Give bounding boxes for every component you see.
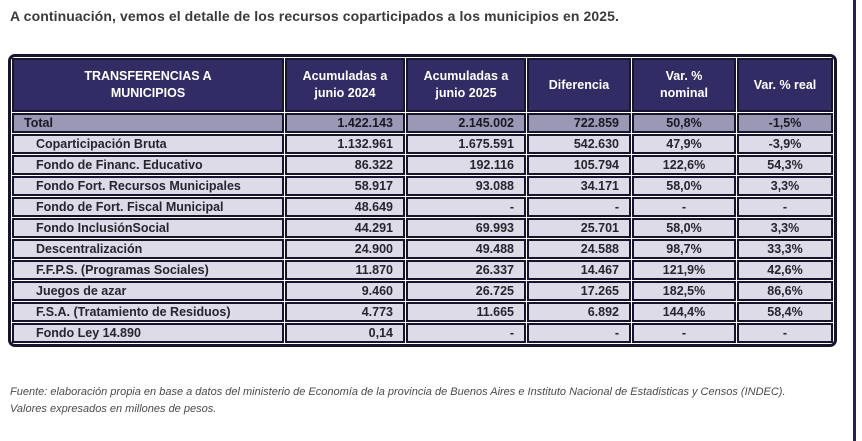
value-cell: 192.116 (406, 155, 526, 175)
value-cell: 11.665 (406, 302, 526, 322)
source-note-line2: Valores expresados en millones de pesos. (10, 402, 217, 415)
value-cell: 722.859 (527, 113, 631, 133)
value-cell: 25.701 (527, 218, 631, 238)
row-label-cell: F.S.A. (Tratamiento de Residuos) (12, 302, 284, 322)
table-row (12, 239, 833, 259)
value-cell: 1.422.143 (285, 113, 405, 133)
col-header-label: Diferencia (548, 77, 610, 92)
value-cell: 44.291 (285, 218, 405, 238)
value-cell: 17.265 (527, 281, 631, 301)
value-cell: -1,5% (737, 113, 833, 133)
value-cell: 6.892 (527, 302, 631, 322)
value-cell: -3,9% (737, 134, 833, 154)
table-row (12, 281, 833, 301)
col-header-diferencia (527, 58, 631, 112)
col-header-label: Var. % real (753, 77, 817, 92)
row-label-cell: Fondo Ley 14.890 (12, 323, 284, 343)
table-header-row (12, 58, 833, 112)
value-cell: 24.588 (527, 239, 631, 259)
value-cell: 144,4% (632, 302, 736, 322)
value-cell: 3,3% (737, 218, 833, 238)
col-header-var-nominal (632, 58, 736, 112)
value-cell: 34.171 (527, 176, 631, 196)
value-cell: 3,3% (737, 176, 833, 196)
value-cell: 182,5% (632, 281, 736, 301)
value-cell: 54,3% (737, 155, 833, 175)
value-cell: 121,9% (632, 260, 736, 280)
row-label-cell: Fondo InclusiónSocial (12, 218, 284, 238)
value-cell: 98,7% (632, 239, 736, 259)
value-cell: 1.132.961 (285, 134, 405, 154)
value-cell: 122,6% (632, 155, 736, 175)
value-cell: 9.460 (285, 281, 405, 301)
col-header-var-real (737, 58, 833, 112)
value-cell: 1.675.591 (406, 134, 526, 154)
value-cell: 58,4% (737, 302, 833, 322)
transfers-table (11, 57, 834, 344)
table-row (12, 218, 833, 238)
value-cell: 86,6% (737, 281, 833, 301)
col-header-label: Acumuladas a junio 2024 (302, 69, 388, 100)
source-note (10, 384, 810, 417)
value-cell: 33,3% (737, 239, 833, 259)
value-cell: 14.467 (527, 260, 631, 280)
row-label-cell: Total (12, 113, 284, 133)
row-label-cell: Coparticipación Bruta (12, 134, 284, 154)
value-cell: 69.993 (406, 218, 526, 238)
row-label-cell: F.F.P.S. (Programas Sociales) (12, 260, 284, 280)
value-cell: 105.794 (527, 155, 631, 175)
page-border-line (853, 0, 856, 441)
value-cell: 26.337 (406, 260, 526, 280)
table-row-total (12, 113, 833, 133)
value-cell: 2.145.002 (406, 113, 526, 133)
page-title: A continuación, vemos el detalle de los recursos coparticipados a los municipios en 2025. (10, 8, 620, 24)
col-header-label: Var. % nominal (660, 69, 708, 100)
value-cell: 42,6% (737, 260, 833, 280)
table-row (12, 323, 833, 343)
value-cell: - (406, 323, 526, 343)
row-label-cell: Fondo de Fort. Fiscal Municipal (12, 197, 284, 217)
row-label-cell: Juegos de azar (12, 281, 284, 301)
value-cell: 0,14 (285, 323, 405, 343)
table-row (12, 155, 833, 175)
value-cell: 542.630 (527, 134, 631, 154)
value-cell: 58.917 (285, 176, 405, 196)
value-cell: - (737, 323, 833, 343)
col-header-transferencias (12, 58, 284, 112)
col-header-label: Acumuladas a junio 2025 (423, 69, 509, 100)
value-cell: - (527, 197, 631, 217)
value-cell: 93.088 (406, 176, 526, 196)
transfers-table-frame (8, 54, 837, 347)
value-cell: - (632, 323, 736, 343)
table-row (12, 134, 833, 154)
value-cell: - (632, 197, 736, 217)
row-label-cell: Fondo Fort. Recursos Municipales (12, 176, 284, 196)
value-cell: 48.649 (285, 197, 405, 217)
col-header-acumuladas-2024 (285, 58, 405, 112)
table-row (12, 260, 833, 280)
value-cell: 58,0% (632, 176, 736, 196)
col-header-label: TRANSFERENCIAS A MUNICIPIOS (84, 69, 212, 100)
value-cell: 86.322 (285, 155, 405, 175)
value-cell: 49.488 (406, 239, 526, 259)
row-label-cell: Descentralización (12, 239, 284, 259)
col-header-acumuladas-2025 (406, 58, 526, 112)
value-cell: - (737, 197, 833, 217)
value-cell: - (527, 323, 631, 343)
value-cell: 47,9% (632, 134, 736, 154)
value-cell: 11.870 (285, 260, 405, 280)
table-row (12, 197, 833, 217)
value-cell: 58,0% (632, 218, 736, 238)
value-cell: 4.773 (285, 302, 405, 322)
value-cell: 50,8% (632, 113, 736, 133)
row-label-cell: Fondo de Financ. Educativo (12, 155, 284, 175)
value-cell: 26.725 (406, 281, 526, 301)
source-note-line1: Fuente: elaboración propia en base a datos del ministerio de Economía de la provincia de Buenos Aires e Instituto Nacional de Estadisticas y Censos (INDEC). (10, 386, 786, 398)
value-cell: 24.900 (285, 239, 405, 259)
table-row (12, 176, 833, 196)
table-row (12, 302, 833, 322)
value-cell: - (406, 197, 526, 217)
